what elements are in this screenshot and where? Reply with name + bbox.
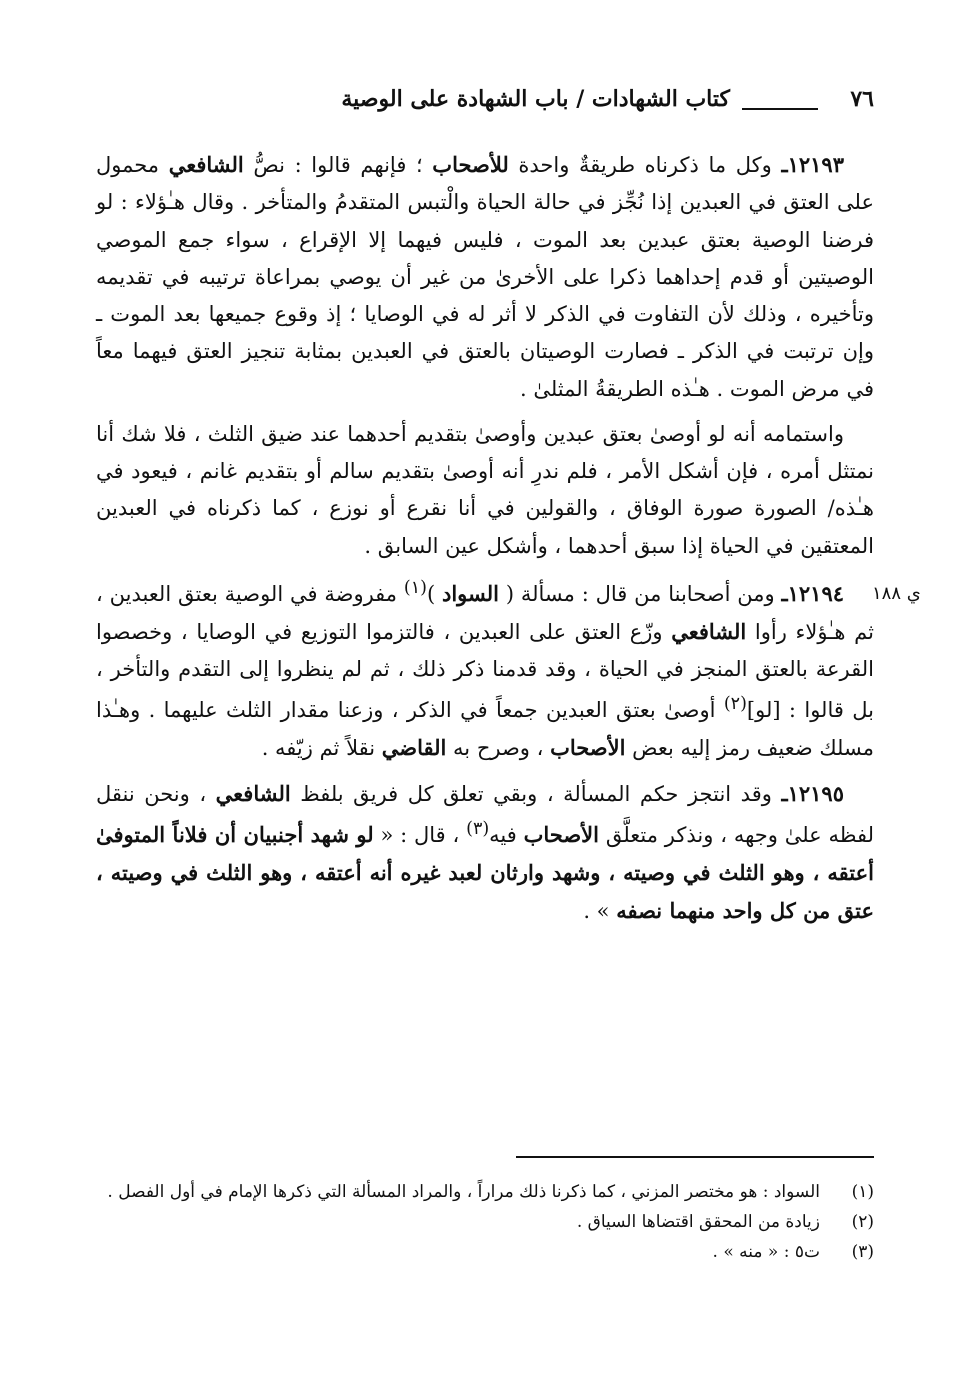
footnote-ref[interactable]: (٢) bbox=[723, 693, 747, 714]
text-run: نقلاً ثم زيّفه . bbox=[261, 735, 382, 760]
bold-quote: لو شهد أجنبيان أن فلاناً المتوفىٰ أعتقه ، وهو الثلث في وصيته ، وشهد وارثان لعبد غيره أنه أعتقه ، وهو الثلث في وصيته ، عتق من كل واحد منهما نصفه bbox=[96, 821, 874, 924]
bold-term: الأصحاب bbox=[523, 821, 599, 847]
body-text bbox=[96, 146, 874, 930]
text-run: ومن أصحابنا من قال : مسألة ( bbox=[499, 581, 782, 606]
text-run: أوصىٰ بعتق العبدين جمعاً في الذكر ، وزعنا مقدار الثلث عليهما . وهـٰذا مسلك ضعيف رمز إليه بعض bbox=[96, 697, 874, 760]
footnote-text: ت٥ : « منه » . bbox=[712, 1241, 820, 1262]
header-rule bbox=[742, 108, 818, 110]
footnotes bbox=[96, 1178, 874, 1267]
bold-term: للأصحاب bbox=[432, 152, 509, 177]
paragraph-continuation bbox=[96, 416, 874, 565]
text-run: ، وصرح به bbox=[446, 735, 551, 760]
paragraph-number: ١٢١٩٤ـ bbox=[781, 580, 845, 606]
text-run: ، ونحن ننقل لفظه علىٰ وجهه ، ونذكر متعلَّق bbox=[96, 782, 874, 847]
text-run: وكل ما ذكرناه طريقةٌ واحدة bbox=[508, 153, 782, 177]
bold-term: الشافعي bbox=[168, 152, 244, 177]
text-run: مفروضة في الوصية بعتق العبدين ، ثم هـٰؤلاء رأوا bbox=[96, 581, 874, 645]
footnote-ref[interactable]: (٣) bbox=[466, 818, 490, 839]
footnote-ref[interactable]: (١) bbox=[403, 577, 427, 598]
bold-term: الأصحاب bbox=[550, 734, 626, 760]
text-run: واستمامه أنه لو أوصىٰ بعتق عبدين وأوصىٰ بتقديم أحدهما عند ضيق الثلث ، فلا شك أنا نمتثل أمره ، فإن أشكل الأمر ، فلم ندرِ أنه أوصىٰ بتقديم سالم أو بتقديم غانم ، فيعود في هـٰذه/ الصورة صورة الوفاق ، والقولين في أنا نقرع أو نوزع ، كما ذكرناه في العبدين المعتقين في الحياة إذا سبق أحدهما ، وأشكل عين السابق . bbox=[96, 421, 874, 558]
paragraph-12195 bbox=[96, 775, 874, 930]
bold-term: الشافعي bbox=[215, 781, 291, 807]
page bbox=[96, 78, 874, 1358]
paragraph-number: ١٢١٩٥ـ bbox=[781, 781, 844, 807]
text-run: ، قال : « bbox=[373, 822, 467, 847]
text-run: ) bbox=[426, 581, 442, 606]
footnote-item bbox=[96, 1238, 874, 1268]
paragraph-12194 bbox=[96, 573, 874, 767]
footnote-text: زيادة من المحقق اقتضاها السياق . bbox=[576, 1211, 820, 1232]
footnote-mark: (٣) bbox=[851, 1241, 874, 1262]
paragraph-number: ١٢١٩٣ـ bbox=[781, 152, 844, 177]
bold-term: القاضي bbox=[381, 734, 447, 760]
text-run: ؛ فإنهم قالوا : نصُّ bbox=[243, 153, 433, 177]
text-run: وزّع العتق على العبدين ، فالتزموا التوزيع في الوصايا ، وخصصوا القرعة بالعتق المنجز في الحياة ، وقد قدمنا ذكر ذلك ، ثم لم ينظروا إلى التقدم والتأخر ، بل قالوا : [لو] bbox=[96, 620, 874, 722]
page-header bbox=[96, 78, 874, 118]
running-title: كتاب الشهادات / باب الشهادة على الوصية bbox=[341, 86, 730, 112]
text-run: » . bbox=[583, 899, 617, 924]
margin-note: ي ١٨٨ bbox=[872, 583, 921, 604]
footnote-mark: (٢) bbox=[851, 1211, 874, 1232]
paragraph-12193 bbox=[96, 146, 874, 408]
footnote-item bbox=[96, 1208, 874, 1238]
bold-term: الشافعي bbox=[671, 619, 747, 645]
footnote-item bbox=[96, 1178, 874, 1208]
footnote-text: السواد : هو مختصر المزني ، كما ذكرنا ذلك مراراً ، والمراد المسألة التي ذكرها الإمام في أول الفصل . bbox=[107, 1182, 820, 1202]
text-run: فيه bbox=[489, 822, 524, 847]
text-run: وقد انتجز حكم المسألة ، وبقي تعلق كل فريق بلفظ bbox=[290, 782, 782, 807]
footnote-mark: (١) bbox=[851, 1182, 874, 1202]
bold-term: السواد bbox=[441, 580, 499, 606]
text-run: محمول على العتق في العبدين إذا نُجِّز في حالة الحياة والْتبس المتقدمُ والمتأخر . وقال هـٰؤلاء : لو فرضنا الوصية بعتق عبدين بعد الموت ، فليس فيهما إلا الإقراع ، سواء جمع الموصي الوصيتين أو قدم إحداهما ذكرا على الأخرىٰ من غير أن يوصي بمراعاة ترتيبه في تقديمه وتأخيره ، وذلك لأن التفاوت في الذكر لا أثر له في الوصايا ؛ إذ وقوع جميعها بعد الموت ـ وإن ترتبت في الذكر ـ فصارت الوصيتان بالعتق في العبدين بمثابة تنجيز العتق فيهما معاً في مرض الموت . هـٰذه الطريقةُ المثلىٰ . bbox=[96, 153, 874, 401]
footnote-rule bbox=[516, 1156, 874, 1158]
page-number: ٧٦ bbox=[850, 86, 874, 112]
